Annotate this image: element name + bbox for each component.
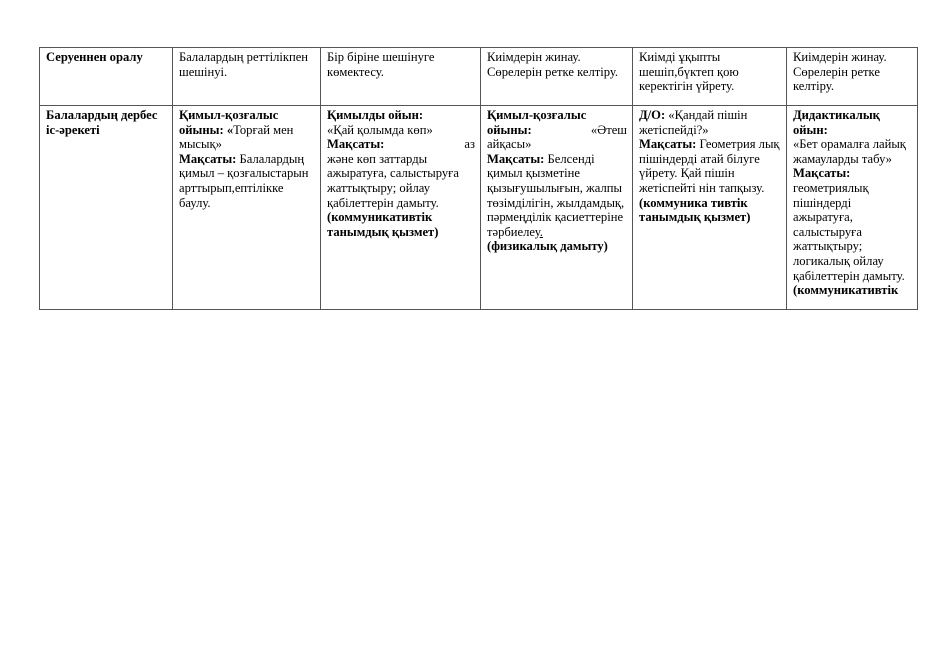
game-title: Д/О: (639, 108, 666, 122)
row-label-cell: Балалардың дербес іс-әрекеті (40, 106, 173, 310)
table-cell (633, 106, 787, 310)
activity-area: (коммуникативтік танымдық қызмет) (327, 210, 439, 239)
table-cell: Бір біріне шешінуге көмектесу. (321, 48, 481, 106)
game-name: «Әтеш (590, 122, 627, 137)
activity-area: (физикалық дамыту) (487, 239, 608, 254)
aim-label: Мақсаты: (487, 151, 545, 166)
row-label-cell: Серуеннен оралу (40, 48, 173, 106)
game-name: «Қандай пішін жетіспейді?» (639, 108, 748, 137)
table-cell: Киімдерін жинау. Сөрелерін ретке келтіру. (787, 48, 918, 106)
aim-label: Мақсаты: (793, 166, 851, 181)
game-name: «Қай қолымда көп» (327, 122, 433, 137)
aim-text: аз (464, 137, 475, 152)
game-name: Торғай мен мысық» (179, 122, 294, 152)
game-name: «Бет орамалға лайық жамауларды табу» (793, 137, 906, 166)
aim-text: Балалардың қимыл – қозғалыстарын арттырып,ептілікке баулу. (179, 151, 309, 210)
game-title: ойыны: (487, 122, 532, 137)
aim-label: Мақсаты: (639, 137, 697, 152)
table-cell: Балалардың реттілікпен шешінуі. (173, 48, 321, 106)
table-cell: Киімдерін жинау. Сөрелерін ретке келтіру. (481, 48, 633, 106)
table-cell (481, 106, 633, 310)
table-row (40, 48, 918, 106)
table-cell: Киімді ұқыпты шешіп,бүктеп қою керектігін үйрету. (633, 48, 787, 106)
aim-text: және көп заттарды ажыратуға, салыстыруға жаттықтыру; ойлау қабілеттерін дамыту. (327, 151, 459, 210)
activity-area: (коммуникативтік (793, 283, 899, 298)
schedule-table (39, 47, 918, 310)
game-name: айқасы» (487, 137, 532, 152)
aim-label: Мақсаты: (327, 137, 385, 152)
game-title: Қимыл-қозғалыс ойыны: « (179, 108, 279, 137)
game-title: Дидактикалық ойын: (793, 108, 880, 137)
table-row (40, 106, 918, 310)
game-title: Қимылды ойын: (327, 108, 424, 122)
activity-area: (коммуника тивтік танымдық қызмет) (639, 195, 751, 225)
aim-text: . (539, 224, 543, 239)
game-title: Қимыл-қозғалыс (487, 108, 587, 122)
table-cell (173, 106, 321, 310)
aim-text: геометриялық пішіндерді ажыратуға, салыстыруға жаттықтыру; логикалық ойлау қабілеттерін дамыту. (793, 180, 905, 283)
table-cell (787, 106, 918, 310)
aim-text: Геометрия лық пішіндерді атай білуге үйрету. Қай пішін жетіспейті нін тапқызу. (639, 137, 780, 195)
aim-label: Мақсаты: (179, 151, 237, 166)
table-cell (321, 106, 481, 310)
aim-text: Белсенді қимыл қызметіне қызығушылығын, жалпы төзімділігін, жылдамдық, пәрмеңділік қасиеттеріне тәрбиелеу (487, 151, 625, 239)
